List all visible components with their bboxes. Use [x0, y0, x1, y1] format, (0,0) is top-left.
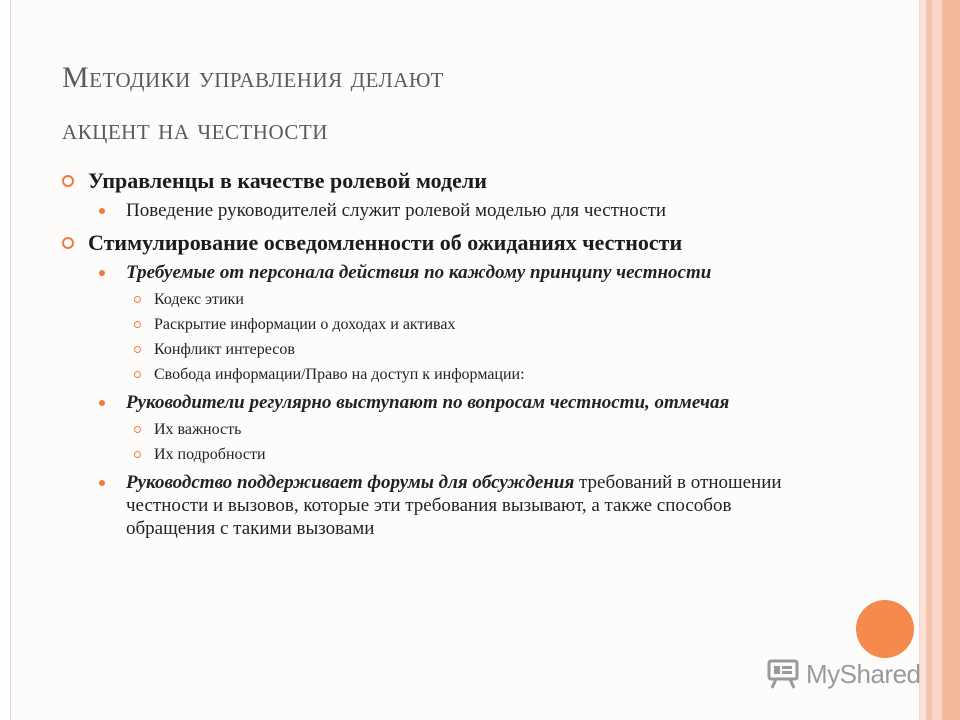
sub-bullet-item: Кодекс этики [62, 288, 822, 312]
ring-bullet-icon [62, 237, 74, 249]
slide-title-line-1: Методики управления делают [62, 61, 444, 94]
bullet-item [62, 471, 822, 540]
sub-bullet-item: Их важность [62, 418, 822, 442]
ring-bullet-icon [134, 296, 141, 303]
ring-bullet-icon [134, 426, 141, 433]
decor-stripe-3 [932, 0, 942, 720]
sub-bullet-item: Свобода информации/Право на доступ к информации: [62, 363, 822, 387]
dot-bullet-icon [99, 208, 105, 214]
bullet-item: Поведение руководителей служит ролевой моделью для честности [62, 199, 822, 222]
decor-stripe-4 [942, 0, 960, 720]
bullet-text: требований в отношении честности и вызовов, которые эти требования вызывают, а также способов обращения с такими вызовами [126, 472, 782, 539]
dot-bullet-icon [99, 480, 105, 486]
ring-bullet-icon [134, 346, 141, 353]
dot-bullet-icon [99, 270, 105, 276]
sub-bullet-item: Раскрытие информации о доходах и активах [62, 313, 822, 337]
presentation-board-icon [766, 657, 800, 691]
slide-content [62, 168, 822, 544]
slide-title-line-2: акцент на честности [62, 113, 328, 146]
bullet-emphasis: Руководство поддерживает форумы для обсуждения [126, 472, 575, 493]
ring-bullet-icon [134, 321, 141, 328]
dot-bullet-icon [99, 400, 105, 406]
bullet-item: Требуемые от персонала действия по каждому принципу честности [62, 261, 822, 284]
decor-orange-circle [856, 600, 914, 658]
watermark [766, 656, 921, 692]
section-heading-2: Стимулирование осведомленности об ожиданиях честности [62, 230, 822, 255]
sub-bullet-item: Их подробности [62, 443, 822, 467]
watermark-text: MyShared [806, 658, 921, 689]
slide-title [62, 52, 822, 156]
sub-bullet-item: Конфликт интересов [62, 338, 822, 362]
ring-bullet-icon [62, 175, 74, 187]
section-heading-1: Управленцы в качестве ролевой модели [62, 168, 822, 193]
bullet-item: Руководители регулярно выступают по вопросам честности, отмечая [62, 391, 822, 414]
ring-bullet-icon [134, 451, 141, 458]
ring-bullet-icon [134, 371, 141, 378]
